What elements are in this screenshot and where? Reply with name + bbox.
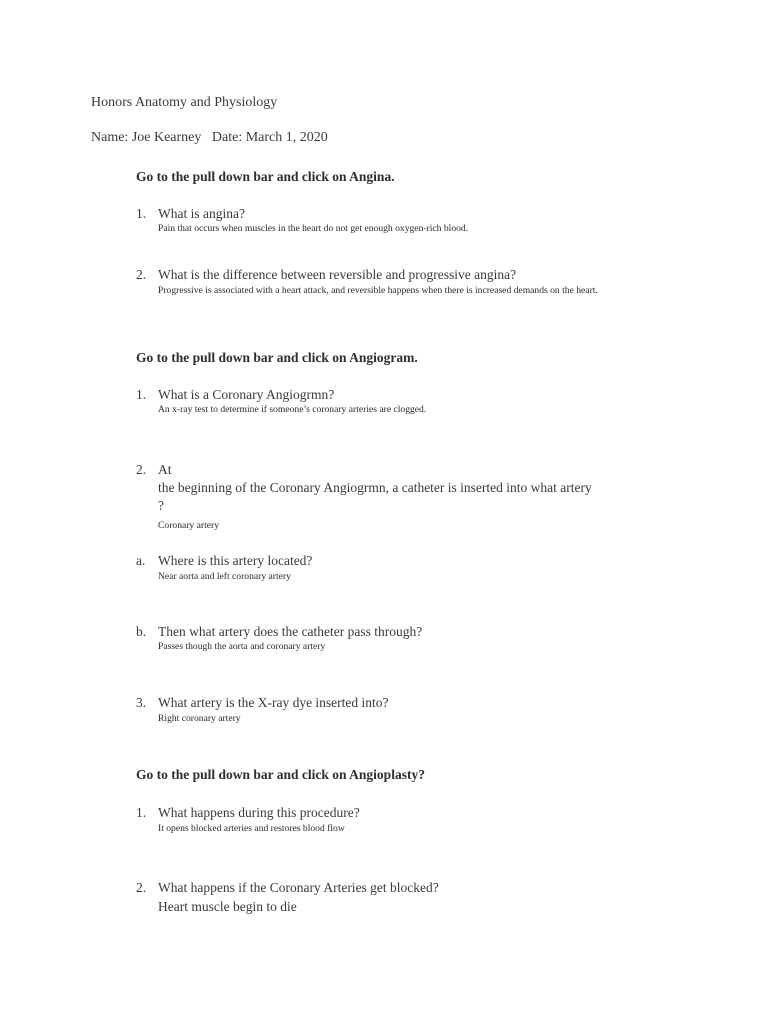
section-heading-angiogram: Go to the pull down bar and click on Angiogram. xyxy=(136,350,418,365)
section-heading-angioplasty: Go to the pull down bar and click on Angioplasty? xyxy=(136,767,425,782)
answer-text: Right coronary artery xyxy=(158,713,241,724)
answer-text: Progressive is associated with a heart attack, and reversible happens when there is increased demands on the heart. xyxy=(158,285,598,296)
question-text-line: the beginning of the Coronary Angiogrmn, a catheter is inserted into what artery xyxy=(158,480,592,495)
question-text: What is the difference between reversible and progressive angina? xyxy=(158,267,517,282)
question-text-line: ? xyxy=(158,498,164,513)
question-text: What artery is the X-ray dye inserted into? xyxy=(158,695,389,710)
question-text: Where is this artery located? xyxy=(158,553,313,568)
question-marker: 3. xyxy=(136,695,147,710)
question-marker: b. xyxy=(136,624,147,639)
section-heading-angina: Go to the pull down bar and click on Angina. xyxy=(136,169,395,184)
question-text: What happens during this procedure? xyxy=(158,805,360,820)
student-name-date: Name: Joe Kearney Date: March 1, 2020 xyxy=(91,130,328,145)
question-marker: a. xyxy=(136,553,146,568)
question-marker: 1. xyxy=(136,805,147,820)
answer-text: Heart muscle begin to die xyxy=(158,899,297,914)
course-title: Honors Anatomy and Physiology xyxy=(91,95,278,110)
question-marker: 1. xyxy=(136,387,147,402)
answer-text: Near aorta and left coronary artery xyxy=(158,571,291,582)
question-text: Then what artery does the catheter pass through? xyxy=(158,624,423,639)
question-marker: 2. xyxy=(136,462,147,477)
question-text-line: At xyxy=(158,462,172,477)
answer-text: Passes though the aorta and coronary artery xyxy=(158,641,326,652)
question-text: What is a Coronary Angiogrmn? xyxy=(158,387,335,402)
answer-text: Pain that occurs when muscles in the heart do not get enough oxygen-rich blood. xyxy=(158,223,469,234)
question-marker: 1. xyxy=(136,206,147,221)
answer-text: Coronary artery xyxy=(158,520,220,531)
question-marker: 2. xyxy=(136,880,147,895)
answer-text: An x-ray test to determine if someone’s coronary arteries are clogged. xyxy=(158,404,427,415)
question-marker: 2. xyxy=(136,267,147,282)
answer-text: It opens blocked arteries and restores blood flow xyxy=(158,823,345,834)
question-text: What is angina? xyxy=(158,206,245,221)
question-text: What happens if the Coronary Arteries get blocked? xyxy=(158,880,439,895)
